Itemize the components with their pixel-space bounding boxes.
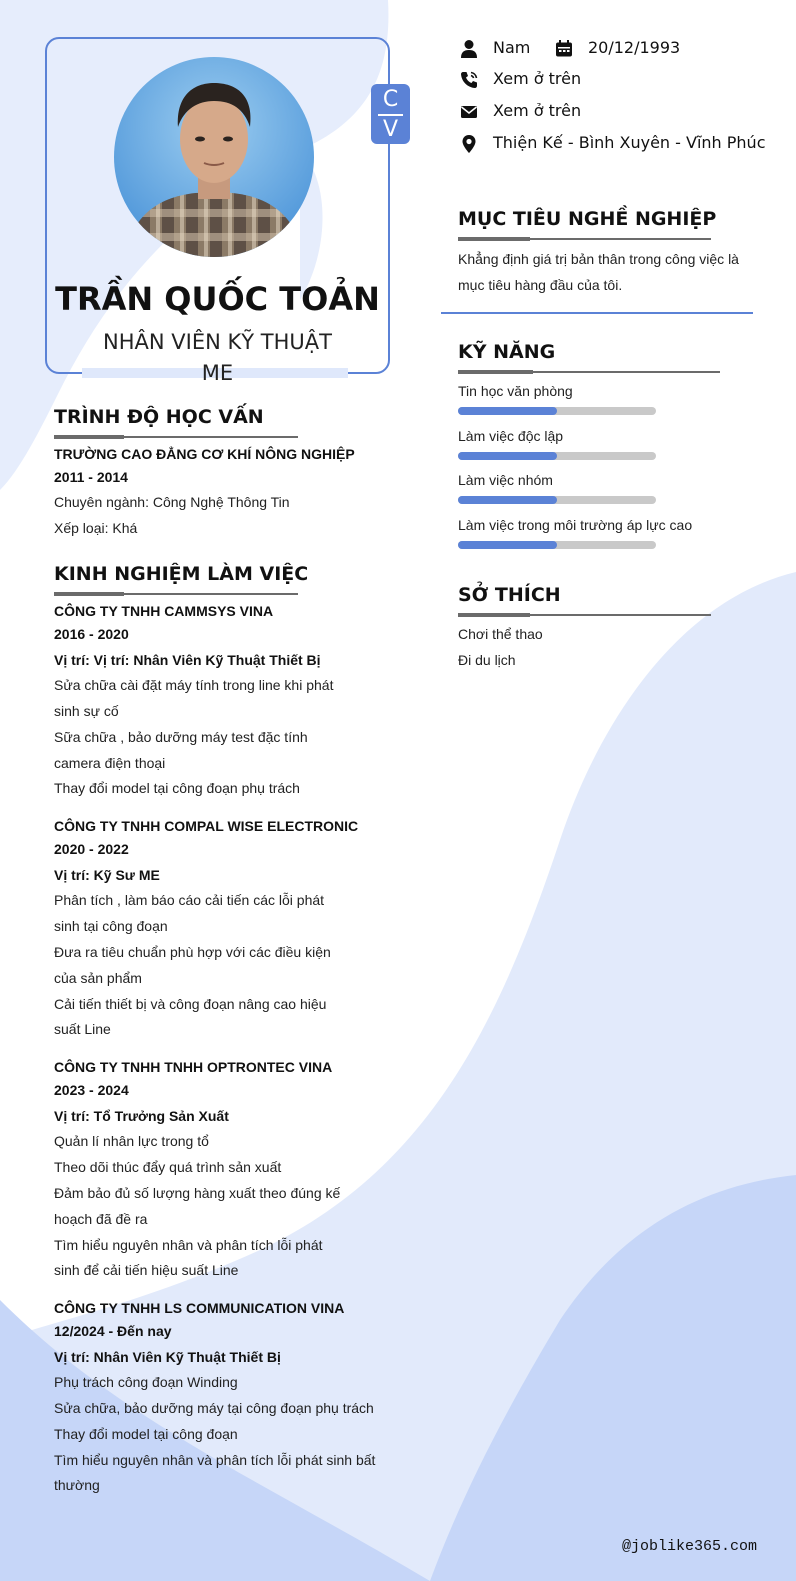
hobbies-underline [458, 614, 711, 616]
job-line: Phân tích , làm báo cáo cải tiến các lỗi phát [54, 892, 325, 908]
job-company: CÔNG TY TNHH CAMMSYS VINA [54, 603, 274, 619]
job-line: Đưa ra tiêu chuẩn phù hợp với các điều kiện [54, 944, 331, 960]
job-line: sinh sự cố [54, 703, 119, 719]
job-line: sinh tại công đoạn [54, 918, 168, 934]
job-role: Vị trí: Tổ Trưởng Sản Xuất [54, 1108, 229, 1124]
job-line: Quản lí nhân lực trong tổ [54, 1133, 209, 1149]
education-major: Chuyên ngành: Công Nghệ Thông Tin [54, 494, 290, 510]
job-line: Tìm hiểu nguyên nhân và phân tích lỗi phát [54, 1237, 323, 1253]
job-title [45, 327, 390, 389]
education-grade: Xếp loại: Khá [54, 520, 138, 536]
job-line: của sản phẩm [54, 970, 142, 986]
user-icon [459, 39, 479, 59]
objective-text-line2: mục tiêu hàng đầu của tôi. [458, 277, 623, 293]
calendar-icon [554, 39, 574, 59]
hobby-item: Đi du lịch [458, 652, 516, 668]
skill-label: Làm việc nhóm [458, 472, 553, 488]
job-period: 2016 - 2020 [54, 626, 129, 642]
job-line: hoạch đã đề ra [54, 1211, 148, 1227]
education-years: 2011 - 2014 [54, 469, 128, 485]
hobbies-heading: SỞ THÍCH [458, 584, 561, 606]
job-period: 2020 - 2022 [54, 841, 129, 857]
job-role: Vị trí: Nhân Viên Kỹ Thuật Thiết Bị [54, 1349, 281, 1365]
job-line: Sửa chữa, bảo dưỡng máy tại công đoạn phụ trách [54, 1400, 374, 1416]
experience-underline [54, 593, 298, 595]
objective-text-line1: Khẳng định giá trị bản thân trong công việc là [458, 251, 739, 267]
education-underline [54, 436, 298, 438]
job-line: Thay đổi model tại công đoạn phụ trách [54, 780, 300, 796]
job-line: thường [54, 1477, 100, 1493]
job-company: CÔNG TY TNHH LS COMMUNICATION VINA [54, 1300, 345, 1316]
avatar [114, 57, 314, 257]
skills-underline [458, 371, 720, 373]
job-period: 2023 - 2024 [54, 1082, 129, 1098]
email-row [459, 99, 659, 123]
phone-row [459, 67, 659, 91]
objective-heading: MỤC TIÊU NGHỀ NGHIỆP [458, 208, 717, 230]
job-role: Vị trí: Vị trí: Nhân Viên Kỹ Thuật Thiết Bị [54, 652, 321, 668]
skill-bar [458, 407, 656, 415]
objective-divider [441, 312, 753, 314]
hobby-item: Chơi thể thao [458, 626, 543, 642]
mail-icon [459, 102, 479, 122]
location-icon [459, 134, 479, 154]
job-line: Cải tiến thiết bị và công đoạn nâng cao hiệu [54, 996, 327, 1012]
job-line: Phụ trách công đoạn Winding [54, 1374, 238, 1390]
job-line: Thay đổi model tại công đoạn [54, 1426, 238, 1442]
address-row [459, 131, 766, 155]
full-name: TRẦN QUỐC TOẢN [55, 280, 380, 318]
education-heading: TRÌNH ĐỘ HỌC VẤN [54, 406, 264, 428]
cv-badge [371, 84, 410, 144]
gender-row [459, 36, 559, 60]
job-line: Tìm hiểu nguyên nhân và phân tích lỗi phát sinh bất [54, 1452, 376, 1468]
skills-heading: KỸ NĂNG [458, 341, 556, 363]
skill-bar [458, 452, 656, 460]
job-line: camera điện thoại [54, 755, 166, 771]
dob-row [554, 36, 704, 60]
job-company: CÔNG TY TNHH COMPAL WISE ELECTRONIC [54, 818, 359, 834]
job-line: suất Line [54, 1021, 111, 1037]
address-value: Thiện Kế - Bình Xuyên - Vĩnh Phúc [493, 133, 766, 152]
gender-value: Nam [493, 38, 531, 57]
experience-heading: KINH NGHIỆM LÀM VIỆC [54, 563, 309, 585]
email-value: Xem ở trên [493, 101, 582, 120]
footer-watermark: @joblike365.com [622, 1538, 758, 1555]
job-line: Sữa chữa , bảo dưỡng máy test đặc tính [54, 729, 308, 745]
skill-bar [458, 496, 656, 504]
job-title-line1: NHÂN VIÊN KỸ THUẬT [103, 330, 332, 354]
cv-badge-top: C [378, 86, 403, 116]
objective-underline [458, 238, 711, 240]
skill-label: Làm việc trong môi trường áp lực cao [458, 517, 693, 533]
job-line: Theo dõi thúc đẩy quá trình sản xuất [54, 1159, 282, 1175]
job-line: Sửa chữa cài đặt máy tính trong line khi phát [54, 677, 334, 693]
job-title-line2: ME [201, 361, 234, 385]
skill-bar [458, 541, 656, 549]
education-school: TRƯỜNG CAO ĐẲNG CƠ KHÍ NÔNG NGHIỆP [54, 446, 355, 462]
job-role: Vị trí: Kỹ Sư ME [54, 867, 160, 883]
skill-label: Tin học văn phòng [458, 383, 573, 399]
cv-badge-bottom: V [382, 117, 399, 142]
skill-label: Làm việc độc lập [458, 428, 564, 444]
job-line: sinh để cải tiến hiệu suất Line [54, 1262, 239, 1278]
job-company: CÔNG TY TNHH TNHH OPTRONTEC VINA [54, 1059, 333, 1075]
job-period: 12/2024 - Đến nay [54, 1323, 172, 1339]
dob-value: 20/12/1993 [588, 38, 681, 57]
phone-value: Xem ở trên [493, 69, 582, 88]
job-line: Đảm bảo đủ số lượng hàng xuất theo đúng kế [54, 1185, 341, 1201]
phone-icon [459, 70, 479, 90]
